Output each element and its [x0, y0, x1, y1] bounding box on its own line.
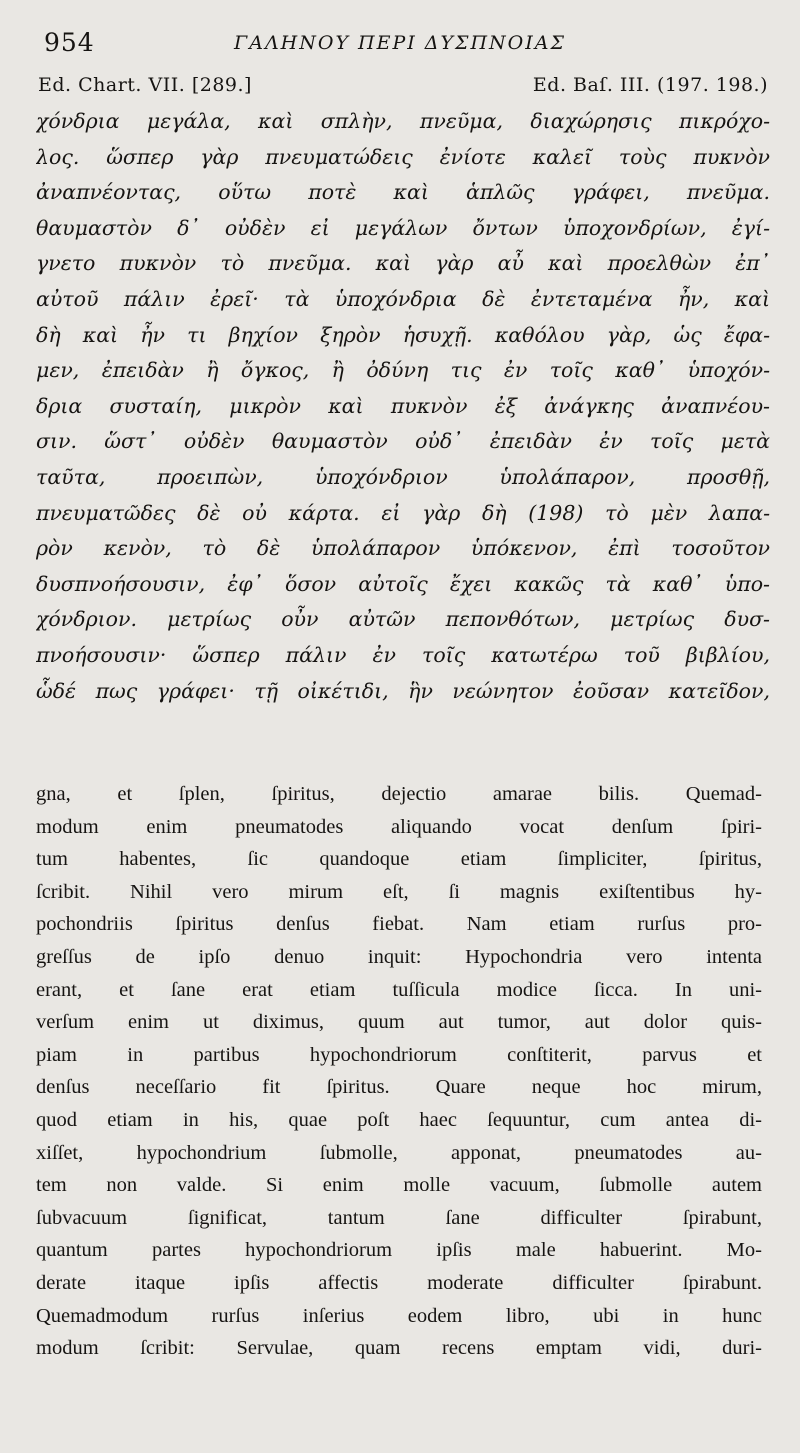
greek-line: ὧδέ πως γράφει· τῇ οἰκέτιδι, ἣν νεώνητον ἐοῦσαν κατεῖδον,	[36, 678, 770, 703]
edition-chart-ref: Ed. Chart. VII. [289.]	[38, 74, 252, 96]
greek-line: μεν, ἐπειδὰν ἢ ὄγκος, ἢ ὀδύνη τις ἐν τοῖς καθ᾽ ὑποχόν-	[36, 358, 770, 383]
greek-line: ἀναπνέοντας, οὕτω ποτὲ καὶ ἁπλῶς γράφει, πνεῦμα.	[36, 180, 770, 205]
latin-line: Quemadmodum rurſus inſerius eodem libro, ubi in hunc	[36, 1304, 762, 1327]
greek-line: δρια συσταίη, μικρὸν καὶ πυκνὸν ἐξ ἀνάγκης ἀναπνέου-	[36, 393, 770, 418]
greek-line: ταῦτα, προειπὼν, ὑποχόνδριον ὑπολάπαρον, προσθῇ,	[36, 464, 770, 489]
latin-line: modum ſcribit: Servulae, quam recens emptam vidi, duri-	[36, 1337, 762, 1360]
greek-line: δυσπνοήσουσιν, ἐφ᾽ ὅσον αὐτοῖς ἔχει κακῶς τὰ καθ᾽ ὑπο-	[36, 571, 770, 596]
running-header	[38, 28, 762, 62]
latin-line: ſcribit. Nihil vero mirum eſt, ſi magnis exiſtentibus hy-	[36, 880, 762, 903]
edition-basel-ref: Ed. Baſ. III. (197. 198.)	[532, 74, 768, 96]
latin-line: piam in partibus hypochondriorum conſtiterit, parvus et	[36, 1043, 762, 1066]
latin-line: denſus neceſſario fit ſpiritus. Quare neque hoc mirum,	[36, 1076, 762, 1099]
latin-text-block	[36, 778, 762, 1365]
latin-line: tum habentes, ſic quandoque etiam ſimpliciter, ſpiritus,	[36, 848, 762, 871]
edition-references	[38, 74, 768, 102]
latin-line: derate itaque ipſis affectis moderate difficulter ſpirabunt.	[36, 1271, 762, 1294]
latin-line: modum enim pneumatodes aliquando vocat denſum ſpiri-	[36, 815, 762, 838]
latin-line: ſubvacuum ſignificat, tantum ſane difficulter ſpirabunt,	[36, 1206, 762, 1229]
greek-line: λος. ὥσπερ γὰρ πνευματώδεις ἐνίοτε καλεῖ τοὺς πυκνὸν	[36, 144, 770, 169]
greek-line: ρὸν κενὸν, τὸ δὲ ὑπολάπαρον ὑπόκενον, ἐπὶ τοσοῦτον	[36, 536, 770, 561]
greek-line: χόνδριον. μετρίως οὖν αὐτῶν πεπονθότων, μετρίως δυσ-	[36, 607, 770, 632]
latin-line: verſum enim ut diximus, quum aut tumor, aut dolor quis-	[36, 1011, 762, 1034]
page-number: 954	[44, 28, 95, 57]
greek-line: γνετο πυκνὸν τὸ πνεῦμα. καὶ γὰρ αὖ καὶ προελθὼν ἐπ᾽	[36, 251, 770, 276]
latin-line: tem non valde. Si enim molle vacuum, ſubmolle autem	[36, 1174, 762, 1197]
greek-line: χόνδρια μεγάλα, καὶ σπλὴν, πνεῦμα, διαχώρησις πικρόχο-	[36, 109, 770, 133]
greek-line: αὐτοῦ πάλιν ἐρεῖ· τὰ ὑποχόνδρια δὲ ἐντεταμένα ἦν, καὶ	[36, 286, 770, 311]
running-title: ΓΑΛΗΝΟΥ ΠΕΡΙ ΔΥΣΠΝΟΙΑΣ	[234, 32, 566, 54]
latin-line: greſſus de ipſo denuo inquit: Hypochondria vero intenta	[36, 945, 762, 968]
greek-line: θαυμαστὸν δ᾽ οὐδὲν εἰ μεγάλων ὄντων ὑποχονδρίων, ἐγί-	[36, 215, 770, 240]
greek-text-block	[36, 104, 770, 709]
latin-line: gna, et ſplen, ſpiritus, dejectio amarae bilis. Quemad-	[36, 783, 762, 805]
greek-line: δὴ καὶ ἦν τι βηχίον ξηρὸν ἡσυχῇ. καθόλου γὰρ, ὡς ἔφα-	[36, 322, 770, 347]
greek-line: σιν. ὥστ᾽ οὐδὲν θαυμαστὸν οὐδ᾽ ἐπειδὰν ἐν τοῖς μετὰ	[36, 429, 770, 454]
latin-line: quod etiam in his, quae poſt haec ſequuntur, cum antea di-	[36, 1108, 762, 1131]
latin-line: xiſſet, hypochondrium ſubmolle, apponat, pneumatodes au-	[36, 1141, 762, 1164]
latin-line: erant, et ſane erat etiam tuſſicula modice ſicca. In uni-	[36, 978, 762, 1001]
latin-line: quantum partes hypochondriorum ipſis male habuerint. Mo-	[36, 1239, 762, 1262]
latin-line: pochondriis ſpiritus denſus fiebat. Nam etiam rurſus pro-	[36, 913, 762, 936]
greek-line: πνευματῶδες δὲ οὐ κάρτα. εἰ γὰρ δὴ (198) τὸ μὲν λαπα-	[36, 500, 770, 525]
greek-line: πνοήσουσιν· ὥσπερ πάλιν ἐν τοῖς κατωτέρω τοῦ βιβλίου,	[36, 642, 770, 667]
